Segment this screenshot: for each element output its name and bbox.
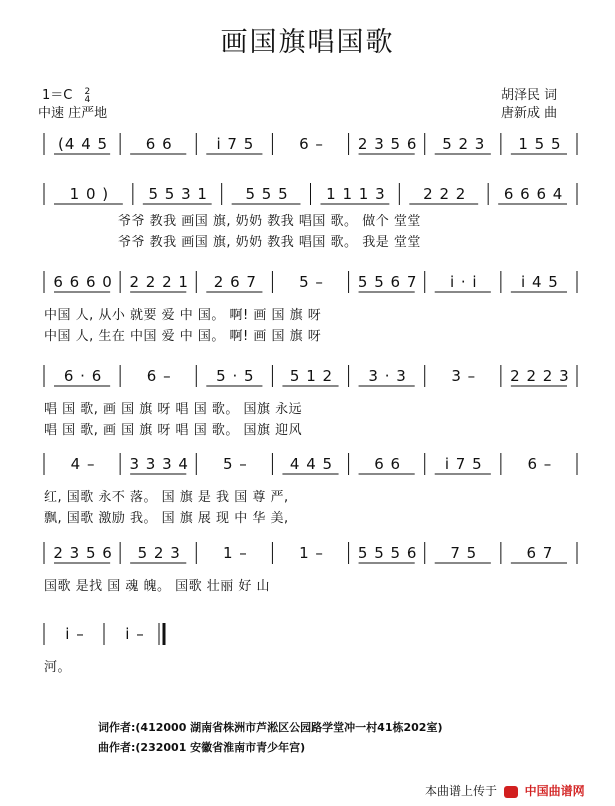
lyric-line-3-1: 中国 人, 从小 就要 爱 中 国。 啊! 画 国 旗 呀 <box>44 308 322 323</box>
footer-upload <box>425 782 585 799</box>
composer-address: 曲作者:(232001 安徽省淮南市青少年宫) <box>98 741 306 754</box>
bar-6-7: 6 7 <box>526 544 554 562</box>
bar-5-5: 6 6 <box>374 455 402 473</box>
lyric-line-4-2: 唱 国 歌, 画 国 旗 呀 唱 国 歌。 国旗 迎风 <box>44 423 303 438</box>
lyric-line-5-2: 飘, 国歌 激励 我。 国 旗 展 现 中 华 美, <box>44 511 289 526</box>
bar-6-3: 1 – <box>222 544 248 562</box>
key-label: 1＝C <box>42 88 73 103</box>
upload-label: 本曲谱上传于 <box>425 784 498 798</box>
lyric-line-2-1: 爷爷 教我 画国 旗, 奶奶 教我 唱国 歌。 做个 堂堂 <box>118 214 421 229</box>
page-title: 画国旗唱国歌 <box>220 27 395 58</box>
lyric-line-7-1: 河。 <box>44 660 72 675</box>
lyric-line-3-2: 中国 人, 生在 中国 爱 中 国。 啊! 画 国 旗 呀 <box>44 329 322 344</box>
bar-3-4: 5 – <box>299 273 324 291</box>
composer-credit: 唐新成 曲 <box>501 106 558 121</box>
bar-4-6: 3 – <box>451 367 477 385</box>
bar-3-6: i · i <box>449 273 478 291</box>
site-logo-icon <box>504 786 518 798</box>
bar-1-7: 1 5 5 <box>518 135 562 153</box>
lyric-line-6-1: 国歌 是找 国 魂 魄。 国歌 壮丽 好 山 <box>44 579 271 594</box>
bar-3-1: 6 6 6 0 <box>53 273 113 291</box>
tempo-marking: 中速 庄严地 <box>38 106 108 121</box>
bar-1-2: 6 6 <box>145 135 173 153</box>
bar-6-5: 5 5 5 6 <box>357 544 418 562</box>
bar-4-4: 5 1 2 <box>289 367 334 385</box>
bar-2-4: 1 1 1 3 <box>326 185 386 203</box>
bar-5-1: 4 – <box>70 455 96 473</box>
bar-4-5: 3 · 3 <box>368 367 407 385</box>
bar-5-3: 5 – <box>222 455 248 473</box>
bar-2-3: 5 5 5 <box>245 185 289 203</box>
bar-5-4: 4 4 5 <box>289 455 334 473</box>
bar-1-6: 5 2 3 <box>442 135 486 153</box>
bar-6-2: 5 2 3 <box>137 544 181 562</box>
lyricist-address: 词作者:(412000 湖南省株洲市芦淞区公园路学堂冲一村41栋202室) <box>98 721 443 734</box>
bar-6-6: 7 5 <box>450 544 478 562</box>
bar-2-5: 2 2 2 <box>423 185 467 203</box>
bar-6-4: 1 – <box>299 544 324 562</box>
lyric-line-4-1: 唱 国 歌, 画 国 旗 呀 唱 国 歌。 国旗 永远 <box>44 402 303 417</box>
bar-1-3: i 7 5 <box>216 135 255 153</box>
bar-3-2: 2 2 2 1 <box>129 273 189 291</box>
bar-1-1: (4 4 5 <box>58 135 109 153</box>
bar-5-7: 6 – <box>527 455 553 473</box>
bar-4-3: 5 · 5 <box>216 367 255 385</box>
bar-2-2: 5 5 3 1 <box>148 185 208 203</box>
lyric-line-5-1: 红, 国歌 永不 落。 国 旗 是 我 国 尊 严, <box>44 490 289 505</box>
bar-2-1: 1 0 ) <box>69 185 110 203</box>
bar-4-2: 6 – <box>146 367 172 385</box>
bar-3-5: 5 5 6 7 <box>357 273 418 291</box>
lyric-line-2-2: 爷爷 教我 画国 旗, 奶奶 教我 唱国 歌。 我是 堂堂 <box>118 235 421 250</box>
bar-5-2: 3 3 3 4 <box>129 455 189 473</box>
time-signature: 2 4 <box>84 86 91 105</box>
bar-7-2: i – <box>125 625 145 643</box>
bar-1-4: 6 – <box>299 135 324 153</box>
bar-6-1: 2 3 5 6 <box>53 544 113 562</box>
bar-2-6: 6 6 6 4 <box>503 185 564 203</box>
site-name: 中国曲谱网 <box>524 784 585 798</box>
bar-5-6: i 7 5 <box>444 455 483 473</box>
lyricist-credit: 胡泽民 词 <box>501 88 558 103</box>
bar-4-7: 2 2 2 3 <box>510 367 570 385</box>
bar-3-7: i 4 5 <box>521 273 559 291</box>
bar-3-3: 2 6 7 <box>213 273 257 291</box>
bar-1-5: 2 3 5 6 <box>357 135 418 153</box>
bar-7-1: i – <box>65 625 85 643</box>
bar-4-1: 6 · 6 <box>63 367 103 385</box>
